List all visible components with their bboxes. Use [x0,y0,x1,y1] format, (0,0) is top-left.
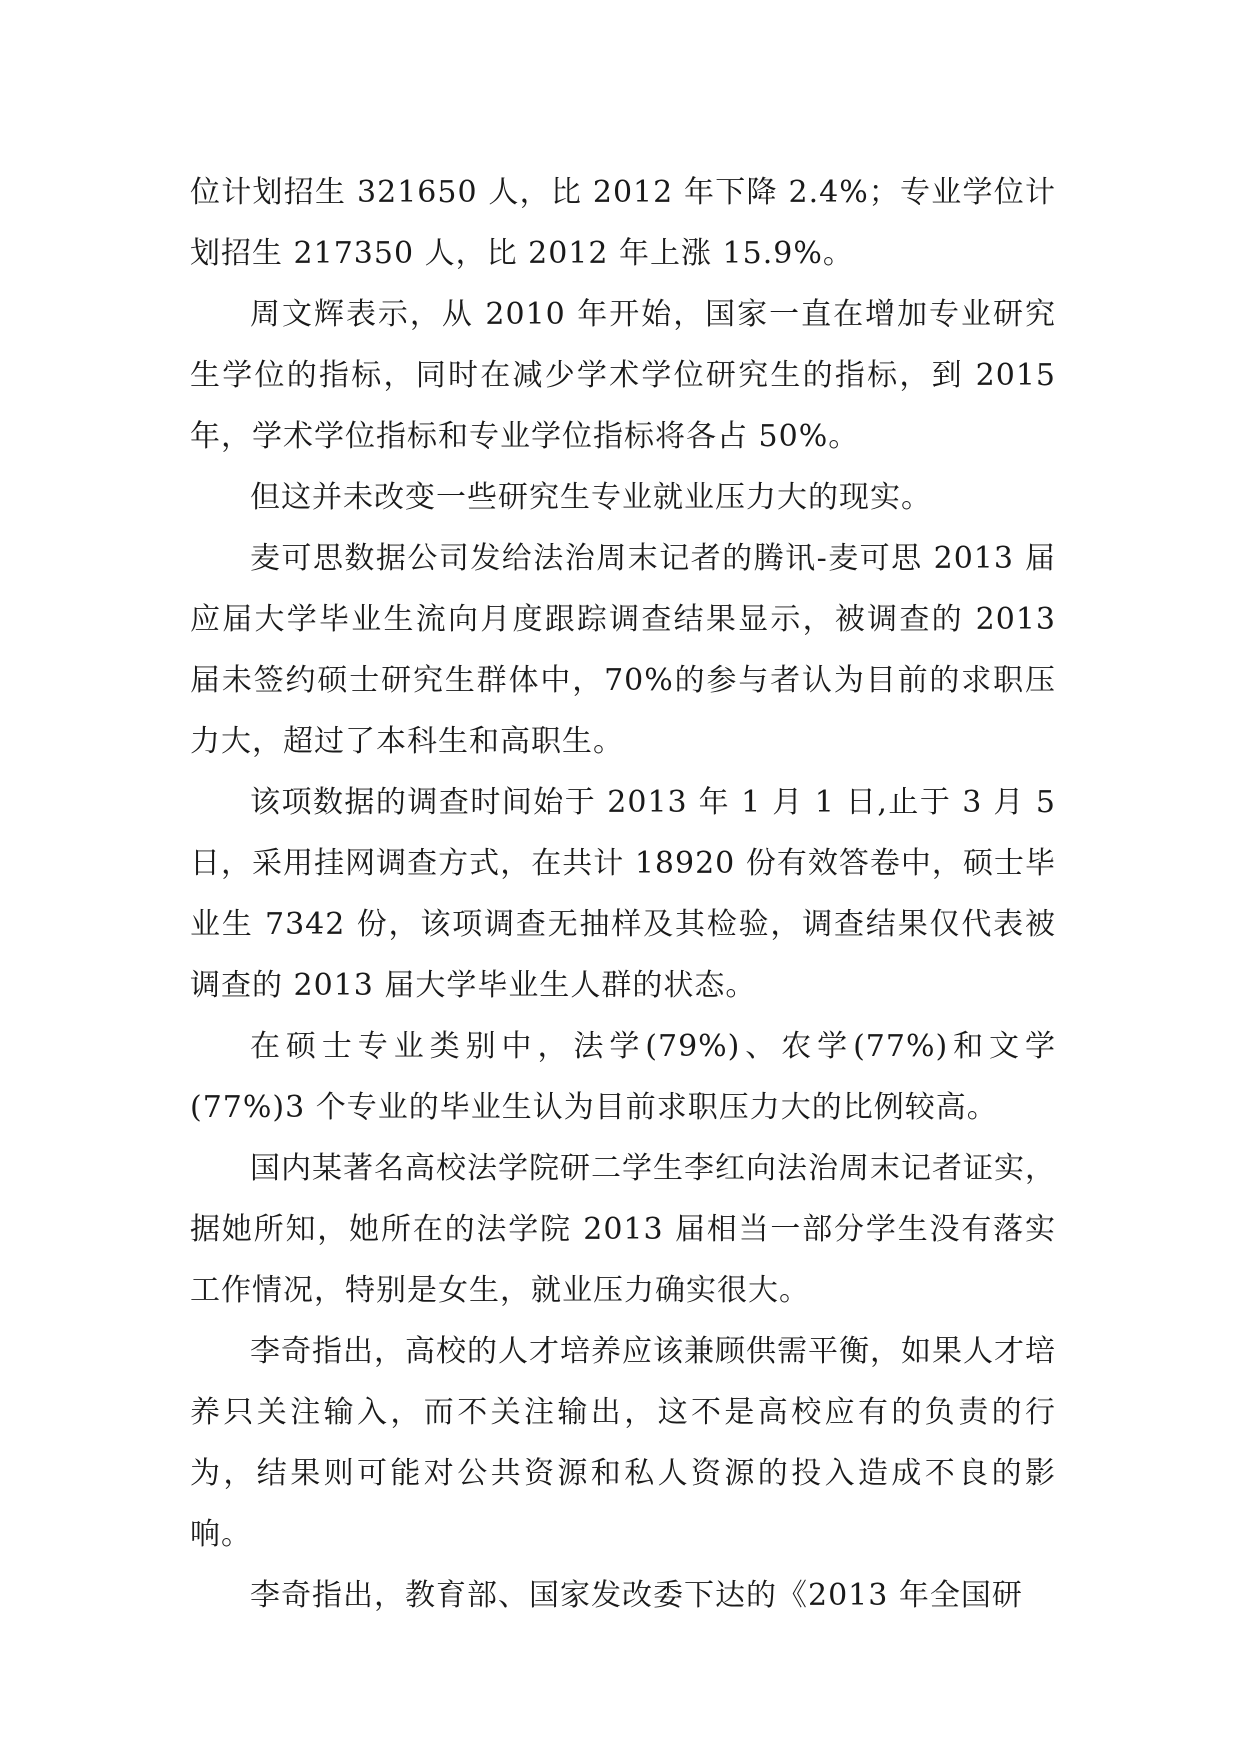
paragraph-li-qi-ministry: 李奇指出，教育部、国家发改委下达的《2013 年全国研 [250,1578,1023,1613]
paragraph-mycos-survey: 麦可思数据公司发给法治周末记者的腾讯-麦可思 2013 届应届大学毕业生流向月度跟踪调查结果显示，被调查的 2013 届未签约硕士研究生群体中，70%的参与者认为目前的求职压力大，超过了本科生和高职生。 [190,541,1056,759]
paragraph-zhou-wenhui: 周文辉表示，从 2010 年开始，国家一直在增加专业研究生学位的指标，同时在减少学术学位研究生的指标，到 2015 年，学术学位指标和专业学位指标将各占 50%。 [190,297,1056,454]
paragraph-li-qi-balance: 李奇指出，高校的人才培养应该兼顾供需平衡，如果人才培养只关注输入，而不关注输出，这不是高校应有的负责的行为，结果则可能对公共资源和私人资源的投入造成不良的影响。 [190,1334,1056,1552]
document-body [190,162,1056,1626]
paragraph-li-hong: 国内某著名高校法学院研二学生李红向法治周末记者证实，据她所知，她所在的法学院 2013 届相当一部分学生没有落实工作情况，特别是女生，就业压力确实很大。 [190,1151,1056,1308]
paragraph-enrollment-plan: 位计划招生 321650 人，比 2012 年下降 2.4%；专业学位计划招生 217350 人，比 2012 年上涨 15.9%。 [190,175,1056,271]
paragraph-employment-reality: 但这并未改变一些研究生专业就业压力大的现实。 [250,480,932,515]
paragraph-survey-method: 该项数据的调查时间始于 2013 年 1 月 1 日,止于 3 月 5 日，采用挂网调查方式，在共计 18920 份有效答卷中，硕士毕业生 7342 份，该项调查无抽样及其检验，调查结果仅代表被调查的 2013 届大学毕业生人群的状态。 [190,785,1056,1003]
paragraph-major-categories: 在硕士专业类别中，法学(79%)、农学(77%)和文学(77%)3 个专业的毕业生认为目前求职压力大的比例较高。 [190,1029,1056,1125]
